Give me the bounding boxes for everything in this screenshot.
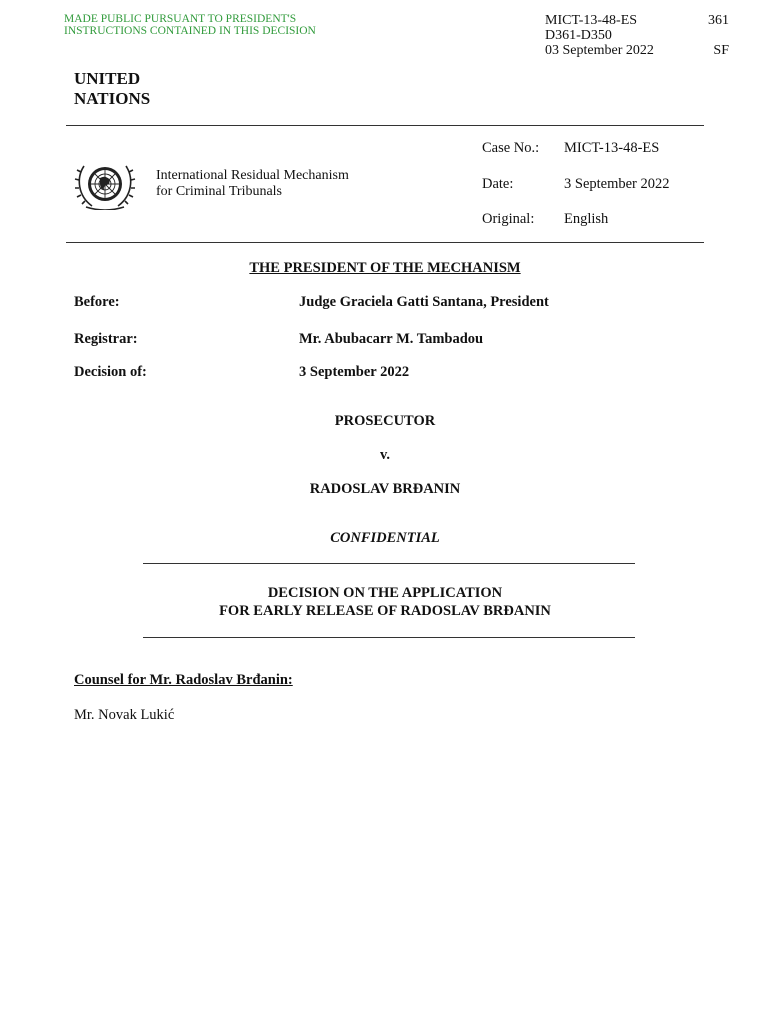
case-original-label: Original: xyxy=(482,211,535,227)
decision-title-line-1: DECISION ON THE APPLICATION xyxy=(267,585,503,601)
mechanism-line-2: for Criminal Tribunals xyxy=(156,184,283,199)
title-bottom-divider xyxy=(143,637,635,638)
registrar-value: Mr. Abubacarr M. Tambadou xyxy=(299,331,484,347)
public-note-line-2: INSTRUCTIONS CONTAINED IN THIS DECISION xyxy=(64,25,316,37)
meta-date: 03 September 2022 xyxy=(545,43,654,58)
president-heading: THE PRESIDENT OF THE MECHANISM xyxy=(249,260,521,276)
before-label: Before: xyxy=(74,294,120,310)
case-number-label: Case No.: xyxy=(482,140,540,156)
org-line-2: NATIONS xyxy=(74,89,151,108)
confidential-label: CONFIDENTIAL xyxy=(330,530,440,546)
top-divider xyxy=(66,125,704,126)
before-value: Judge Graciela Gatti Santana, President xyxy=(299,294,549,310)
meta-page-range: D361-D350 xyxy=(545,28,612,43)
decision-title xyxy=(0,584,770,620)
meta-case-code: MICT-13-48-ES xyxy=(545,13,638,28)
counsel-label: Counsel for Mr. Radoslav Brđanin: xyxy=(74,672,293,688)
decision-date-value: 3 September 2022 xyxy=(299,364,410,380)
meta-initials: SF xyxy=(713,43,729,58)
decision-date-label: Decision of: xyxy=(74,364,147,380)
decision-title-line-2: FOR EARLY RELEASE OF RADOSLAV BRĐANIN xyxy=(219,603,551,619)
mechanism-line-1: International Residual Mechanism xyxy=(156,168,349,183)
org-line-1: UNITED xyxy=(74,69,141,88)
registrar-label: Registrar: xyxy=(74,331,138,347)
counsel-name: Mr. Novak Lukić xyxy=(74,707,175,723)
title-top-divider xyxy=(143,563,635,564)
case-date-value: 3 September 2022 xyxy=(564,176,670,192)
meta-page-number: 361 xyxy=(708,13,729,28)
case-original-value: English xyxy=(564,211,609,227)
prosecutor-heading: PROSECUTOR xyxy=(334,413,436,429)
accused-name: RADOSLAV BRĐANIN xyxy=(309,481,461,497)
versus-text: v. xyxy=(379,447,391,463)
case-number-value: MICT-13-48-ES xyxy=(564,140,660,156)
public-release-note xyxy=(64,13,394,37)
case-date-label: Date: xyxy=(482,176,514,192)
header-bottom-divider xyxy=(66,242,704,243)
mechanism-name xyxy=(156,168,396,200)
public-note-line-1: MADE PUBLIC PURSUANT TO PRESIDENT'S xyxy=(64,13,297,25)
document-metadata xyxy=(545,13,745,58)
organization-title xyxy=(74,69,150,109)
un-emblem-icon xyxy=(74,158,136,210)
